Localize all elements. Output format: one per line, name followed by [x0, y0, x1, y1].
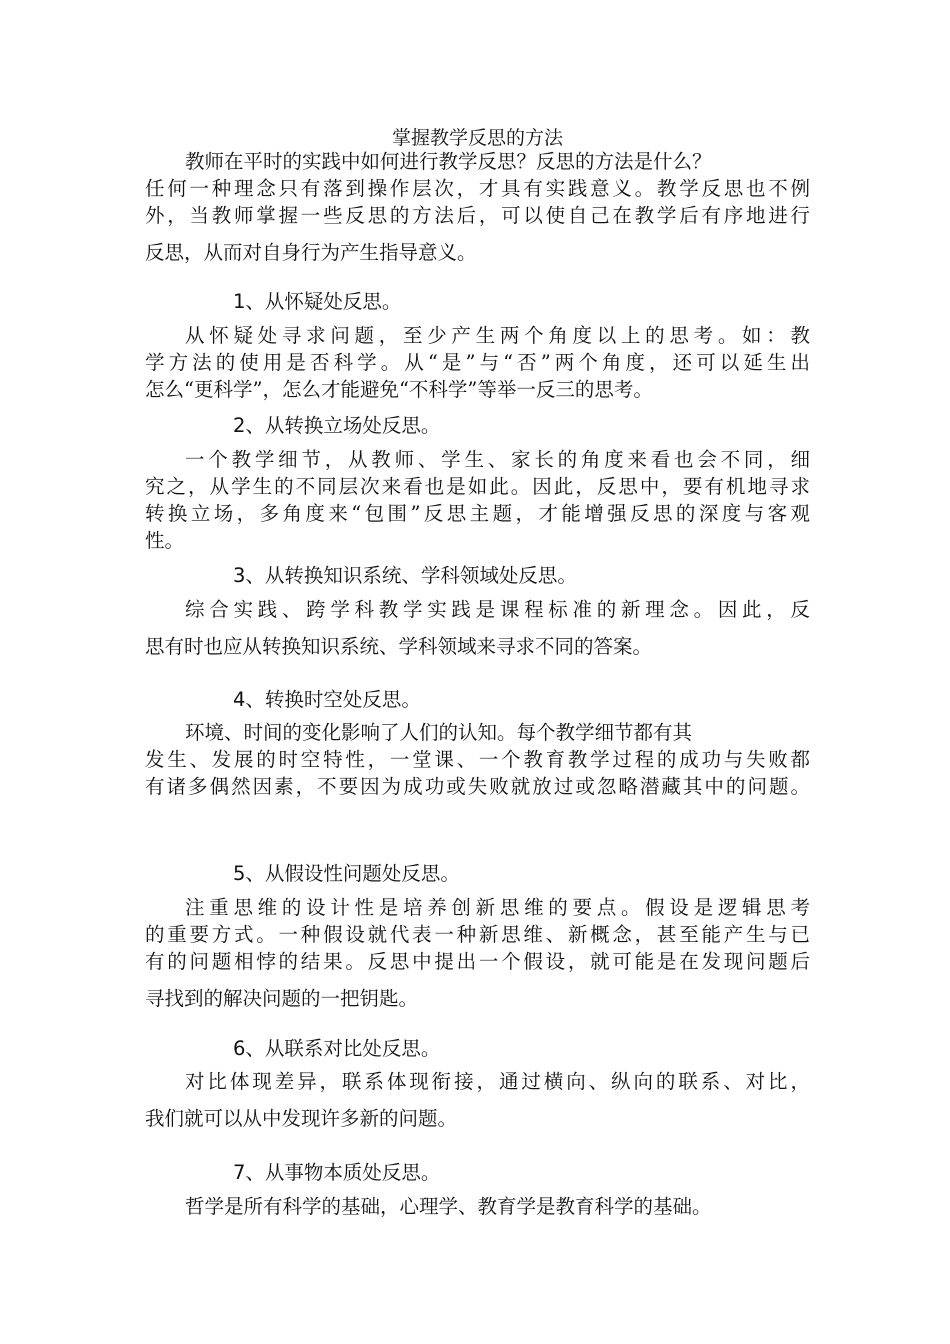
text-line: 反思，从而对自身行为产生指导意义。	[145, 241, 477, 264]
section-paragraph-2	[145, 446, 810, 554]
section-paragraph-6	[145, 1068, 810, 1132]
text-line: 的重要方式。一种假设就代表一种新思维、新概念，甚至能产生与已	[145, 923, 810, 946]
text-line: 哲学是所有科学的基础，心理学、教育学是教育科学的基础。	[185, 1195, 712, 1218]
text-line: 任何一种理念只有落到操作层次，才具有实践意义。教学反思也不例	[145, 177, 810, 200]
section-heading-7: 7、从事物本质处反思。	[233, 1161, 441, 1184]
section-paragraph-4	[145, 719, 810, 800]
section-paragraph-7	[145, 1193, 810, 1220]
text-line: 环境、时间的变化影响了人们的认知。每个教学细节都有其	[185, 721, 693, 744]
text-line: 综合实践、跨学科教学实践是课程标准的新理念。因此，反	[185, 598, 810, 621]
section-heading-3: 3、从转换知识系统、学科领域处反思。	[233, 564, 577, 587]
text-line: 性。	[145, 529, 185, 552]
section-heading-1: 1、从怀疑处反思。	[233, 290, 402, 313]
text-line: 怎么“更科学”，怎么才能避免“不科学”等举一反三的思考。	[145, 378, 653, 401]
text-line: 寻找到的解决问题的一把钥匙。	[145, 987, 419, 1010]
section-heading-6: 6、从联系对比处反思。	[233, 1037, 441, 1060]
text-line: 我们就可以从中发现许多新的问题。	[145, 1107, 458, 1130]
text-line: 究之，从学生的不同层次来看也是如此。因此，反思中，要有机地寻求	[145, 475, 810, 498]
section-heading-4: 4、转换时空处反思。	[233, 688, 421, 711]
section-paragraph-3	[145, 596, 810, 660]
document-title: 掌握教学反思的方法	[391, 127, 563, 149]
text-line: 有诸多偶然因素，不要因为成功或失败就放过或忽略潜藏其中的问题。	[145, 775, 810, 798]
text-line: 有的问题相悖的结果。反思中提出一个假设，就可能是在发现问题后	[145, 950, 810, 973]
text-line: 注重思维的设计性是培养创新思维的要点。假设是逻辑思考	[185, 896, 810, 919]
text-line: 转换立场，多角度来“包围”反思主题，才能增强反思的深度与客观	[145, 502, 810, 525]
section-paragraph-5	[145, 894, 810, 1012]
text-line: 从怀疑处寻求问题，至少产生两个角度以上的思考。如：教	[185, 324, 810, 347]
section-paragraph-1	[145, 322, 810, 403]
section-heading-5: 5、从假设性问题处反思。	[233, 862, 460, 885]
text-line: 外，当教师掌握一些反思的方法后，可以使自己在教学后有序地进行	[145, 204, 810, 227]
text-line: 学方法的使用是否科学。从“是”与“否”两个角度，还可以延生出	[145, 351, 810, 374]
text-line: 思有时也应从转换知识系统、学科领域来寻求不同的答案。	[145, 635, 653, 658]
section-heading-2: 2、从转换立场处反思。	[233, 414, 441, 437]
text-line: 教师在平时的实践中如何进行教学反思？反思的方法是什么？	[185, 150, 712, 173]
text-line: 发生、发展的时空特性，一堂课、一个教育教学过程的成功与失败都	[145, 748, 810, 771]
text-line: 一个教学细节，从教师、学生、家长的角度来看也会不同，细	[185, 448, 810, 471]
intro-paragraph	[145, 148, 810, 266]
text-line: 对比体现差异，联系体现衔接，通过横向、纵向的联系、对比，	[185, 1070, 810, 1093]
